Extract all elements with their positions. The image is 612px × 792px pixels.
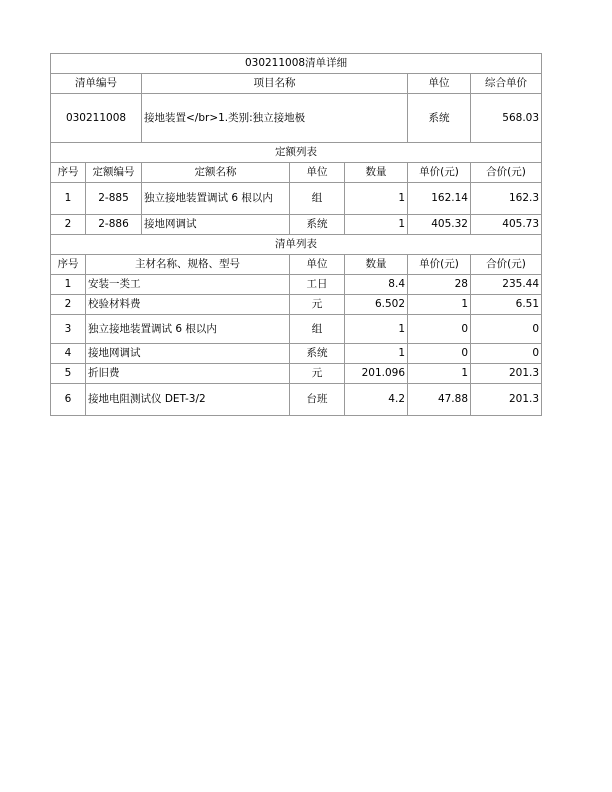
table-row — [51, 295, 542, 315]
table-title: 030211008清单详细 — [51, 54, 542, 74]
quota-header-qty: 数量 — [345, 163, 408, 183]
row-unit-price: 1 — [408, 364, 471, 384]
row-unit-price: 0 — [408, 315, 471, 344]
row-index: 2 — [51, 215, 86, 235]
quota-header-index: 序号 — [51, 163, 86, 183]
row-unit-price: 0 — [408, 344, 471, 364]
materials-header-name: 主材名称、规格、型号 — [86, 255, 290, 275]
row-name: 独立接地装置调试 6 根以内 — [86, 315, 290, 344]
row-unit-price: 162.14 — [408, 183, 471, 215]
header-price: 综合单价 — [471, 74, 542, 94]
row-total: 0 — [471, 315, 542, 344]
row-qty: 4.2 — [345, 384, 408, 416]
row-unit: 组 — [290, 315, 345, 344]
row-qty: 1 — [345, 215, 408, 235]
row-qty: 201.096 — [345, 364, 408, 384]
row-total: 0 — [471, 344, 542, 364]
table-row — [51, 275, 542, 295]
row-total: 405.73 — [471, 215, 542, 235]
materials-header-row — [51, 255, 542, 275]
header-name: 项目名称 — [142, 74, 408, 94]
table-row — [51, 384, 542, 416]
table-row — [51, 315, 542, 344]
row-qty: 1 — [345, 344, 408, 364]
row-name: 接地网调试 — [86, 344, 290, 364]
header-code: 清单编号 — [51, 74, 142, 94]
row-unit: 元 — [290, 295, 345, 315]
materials-header-qty: 数量 — [345, 255, 408, 275]
row-index: 6 — [51, 384, 86, 416]
materials-header-index: 序号 — [51, 255, 86, 275]
row-unit-price: 405.32 — [408, 215, 471, 235]
table-row — [51, 183, 542, 215]
row-total: 162.3 — [471, 183, 542, 215]
row-unit: 元 — [290, 364, 345, 384]
table-row — [51, 215, 542, 235]
materials-header-unit: 单位 — [290, 255, 345, 275]
row-name: 接地网调试 — [142, 215, 290, 235]
row-unit-price: 28 — [408, 275, 471, 295]
row-qty: 6.502 — [345, 295, 408, 315]
item-code: 030211008 — [51, 94, 142, 143]
quota-section-title: 定额列表 — [51, 143, 542, 163]
row-name: 接地电阻测试仪 DET-3/2 — [86, 384, 290, 416]
row-unit: 台班 — [290, 384, 345, 416]
row-name: 独立接地装置调试 6 根以内 — [142, 183, 290, 215]
row-total: 201.3 — [471, 364, 542, 384]
row-unit: 系统 — [290, 344, 345, 364]
quota-section-row — [51, 143, 542, 163]
item-row — [51, 94, 542, 143]
row-unit: 系统 — [290, 215, 345, 235]
materials-section-row — [51, 235, 542, 255]
row-name: 折旧费 — [86, 364, 290, 384]
item-header-row — [51, 74, 542, 94]
row-code: 2-886 — [86, 215, 142, 235]
row-unit-price: 47.88 — [408, 384, 471, 416]
table-row — [51, 344, 542, 364]
row-index: 1 — [51, 275, 86, 295]
item-price: 568.03 — [471, 94, 542, 143]
quota-header-unit: 单位 — [290, 163, 345, 183]
row-code: 2-885 — [86, 183, 142, 215]
row-name: 校验材料费 — [86, 295, 290, 315]
header-unit: 单位 — [408, 74, 471, 94]
row-unit: 工日 — [290, 275, 345, 295]
title-row — [51, 54, 542, 74]
row-unit-price: 1 — [408, 295, 471, 315]
row-index: 3 — [51, 315, 86, 344]
row-unit: 组 — [290, 183, 345, 215]
materials-header-unit-price: 单价(元) — [408, 255, 471, 275]
row-index: 4 — [51, 344, 86, 364]
materials-header-total: 合价(元) — [471, 255, 542, 275]
row-total: 235.44 — [471, 275, 542, 295]
quota-header-name: 定额名称 — [142, 163, 290, 183]
row-qty: 8.4 — [345, 275, 408, 295]
row-index: 1 — [51, 183, 86, 215]
item-unit: 系统 — [408, 94, 471, 143]
quota-header-total: 合价(元) — [471, 163, 542, 183]
item-name: 接地装置</br>1.类别:独立接地极 — [142, 94, 408, 143]
row-name: 安装一类工 — [86, 275, 290, 295]
table-row — [51, 364, 542, 384]
row-qty: 1 — [345, 183, 408, 215]
row-index: 2 — [51, 295, 86, 315]
row-index: 5 — [51, 364, 86, 384]
quota-header-row — [51, 163, 542, 183]
quota-header-unit-price: 单价(元) — [408, 163, 471, 183]
materials-section-title: 清单列表 — [51, 235, 542, 255]
quota-header-code: 定额编号 — [86, 163, 142, 183]
row-total: 201.3 — [471, 384, 542, 416]
row-qty: 1 — [345, 315, 408, 344]
row-total: 6.51 — [471, 295, 542, 315]
bill-detail-table — [50, 53, 542, 416]
